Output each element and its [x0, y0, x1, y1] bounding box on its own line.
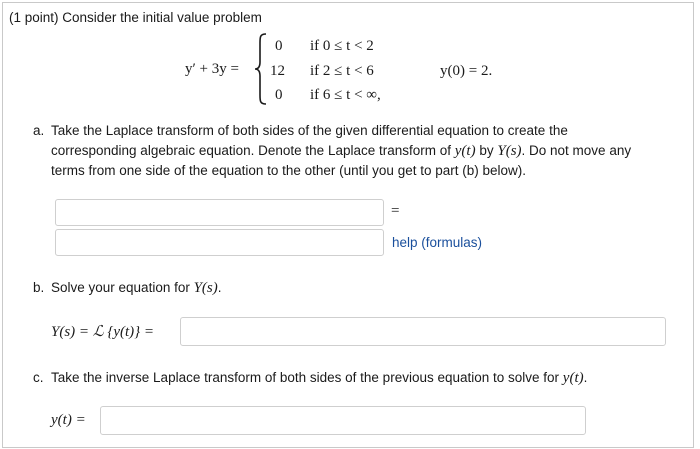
laplace-lhs-input[interactable]	[55, 199, 384, 226]
Ys-answer-input[interactable]	[180, 317, 666, 346]
part-c-math-yt: y(t)	[562, 370, 584, 386]
part-a-label: a.	[33, 123, 45, 138]
part-b-math-Ys: Y(s)	[193, 280, 218, 296]
equals-sign: =	[391, 203, 400, 219]
problem-header	[9, 10, 262, 25]
part-c-label: c.	[33, 370, 44, 385]
case-condition-1: if 0 ≤ t < 2	[310, 38, 374, 54]
part-a-line1: Take the Laplace transform of both sides of the given differential equation to create the	[51, 123, 568, 138]
case-condition-3: if 6 ≤ t < ∞,	[310, 87, 381, 103]
part-a-math-yt: y(t)	[454, 143, 476, 159]
case-value-3: 0	[275, 87, 283, 103]
equation-lhs: y′ + 3y =	[185, 61, 239, 77]
part-c-prompt: y(t) =	[51, 412, 86, 428]
points-label: (1 point)	[9, 10, 59, 25]
part-a-math-Ys: Y(s)	[497, 143, 522, 159]
part-b-text: Solve your equation for Y(s).	[51, 280, 222, 296]
case-value-2: 12	[270, 63, 285, 79]
left-brace-icon	[254, 33, 268, 105]
problem-title: Consider the initial value problem	[62, 10, 262, 25]
yt-answer-input[interactable]	[100, 406, 586, 435]
laplace-rhs-input[interactable]	[55, 229, 384, 256]
part-c-text: Take the inverse Laplace transform of both sides of the previous equation to solve for y(t).	[51, 370, 588, 386]
initial-condition: y(0) = 2.	[440, 63, 493, 79]
case-condition-2: if 2 ≤ t < 6	[310, 63, 374, 79]
part-a-line3: terms from one side of the equation to the other (until you get to part (b) below).	[51, 163, 527, 178]
part-b-label: b.	[33, 280, 45, 295]
case-value-1: 0	[275, 38, 283, 54]
part-a-line2: corresponding algebraic equation. Denote the Laplace transform of y(t) by Y(s). Do not move any	[51, 143, 632, 159]
part-b-prompt: Y(s) = ℒ {y(t)} =	[51, 324, 155, 340]
help-formulas-link[interactable]: help (formulas)	[392, 235, 483, 250]
